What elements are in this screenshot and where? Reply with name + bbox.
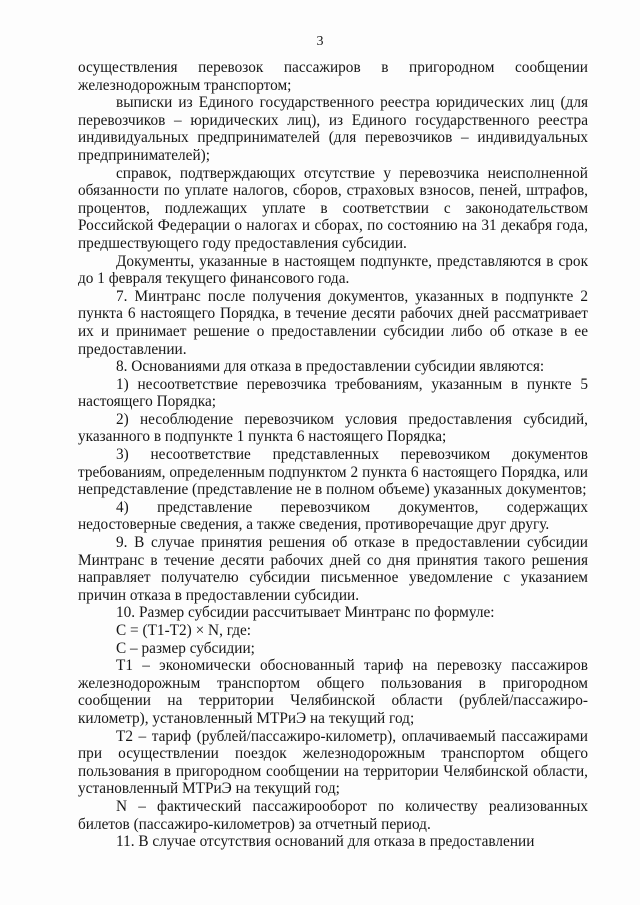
paragraph: Т1 – экономически обоснованный тариф на перевозку пассажиров железнодорожным транспортом общего пользования в пригородном сообщении на территории Челябинской области (рублей/пассажиро-километр), установленный МТРиЭ на текущий год; (78, 657, 588, 727)
paragraph: С = (Т1-Т2) × N, где: (116, 622, 252, 639)
paragraph: 11. В случае отсутствия оснований для отказа в предоставлении (116, 833, 535, 851)
paragraph: 10. Размер субсидии рассчитывает Минтранс по формуле: (116, 604, 495, 622)
paragraph: 4) представление перевозчиком документов, содержащих недостоверные сведения, а также сведения, противоречащие друг другу. (78, 498, 588, 534)
paragraph: Документы, указанные в настоящем подпункте, представляются в срок до 1 февраля текущего финансового года. (78, 252, 588, 288)
paragraph: 7. Минтранс после получения документов, указанных в подпункте 2 пункта 6 настоящего Порядка, в течение десяти рабочих дней рассматривает их и принимает решение о предоставлении субсидии либо об отказе в ее предоставлении. (78, 287, 588, 358)
paragraph: Т2 – тариф (рублей/пассажиро-километр), оплачиваемый пассажирами при осуществлении поездок железнодорожным транспортом общего пользования в пригородном сообщении на территории Челябинской области, установленный МТРиЭ на текущий год; (78, 727, 588, 798)
paragraph: N – фактический пассажирооборот по количеству реализованных билетов (пассажиро-километров) за отчетный период. (78, 797, 588, 833)
paragraph: выписки из Единого государственного реестра юридических лиц (для перевозчиков – юридических лиц), из Единого государственного реестра индивидуальных предпринимателей (для перевозчиков – индивидуальных предпринимателей); (78, 94, 588, 164)
document-body (78, 59, 588, 851)
paragraph: 8. Основаниями для отказа в предоставлении субсидии являются: (116, 358, 545, 376)
paragraph: осуществления перевозок пассажиров в пригородном сообщении железнодорожным транспортом; (78, 59, 588, 94)
paragraph: С – размер субсидии; (116, 639, 255, 657)
paragraph: справок, подтверждающих отсутствие у перевозчика неисполненной обязанности по уплате налогов, сборов, страховых взносов, пеней, штрафов, процентов, подлежащих уплате в соответствии с законодательством Российской Федерации о налогах и сборах, по состоянию на 31 декабря года, предшествующего году предоставления субсидии. (78, 164, 588, 252)
paragraph: 1) несоответствие перевозчика требованиям, указанным в пункте 5 настоящего Порядка; (78, 375, 588, 411)
paragraph: 2) несоблюдение перевозчиком условия предоставления субсидий, указанного в подпункте 1 пункта 6 настоящего Порядка; (78, 410, 588, 446)
paragraph: 9. В случае принятия решения об отказе в предоставлении субсидии Минтранс в течение десяти рабочих дней со дня принятия такого решения направляет получателю субсидии письменное уведомление с указанием причин отказа в предоставлении субсидии. (78, 534, 588, 604)
page-number: 3 (316, 34, 324, 49)
paragraph: 3) несоответствие представленных перевозчиком документов требованиям, определенным подпунктом 2 пункта 6 настоящего Порядка, или непредставление (представление не в полном объеме) указанных документов; (78, 446, 588, 499)
